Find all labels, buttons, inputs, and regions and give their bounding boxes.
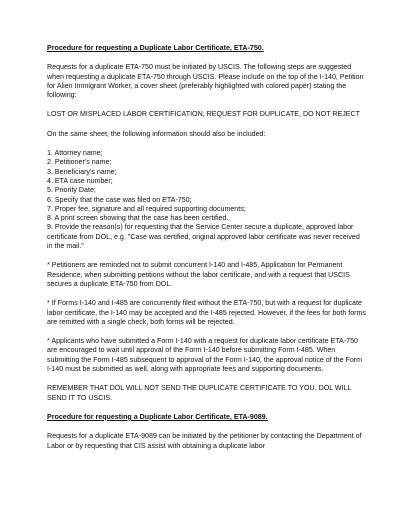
cover-sheet-statement: LOST OR MISPLACED LABOR CERTIFICATION, REQUEST FOR DUPLICATE, DO NOT REJECT — [47, 110, 360, 119]
eta9089-intro-paragraph: Requests for a duplicate ETA-9089 can be initiated by the petitioner by contacting the Department of Labor or by requesting that CIS assist with obtaining a duplicate labor — [47, 432, 362, 450]
section-heading-eta9089: Procedure for requesting a Duplicate Labor Certificate, ETA-9089. — [47, 412, 268, 421]
document-body — [47, 44, 367, 461]
reminder-statement: REMEMBER THAT DOL WILL NOT SEND THE DUPLICATE CERTIFICATE TO YOU. DOL WILL SEND IT TO USCIS. — [47, 384, 352, 402]
list-item: 7. Proper fee, signature and all required supporting documents; — [47, 204, 246, 213]
same-sheet-paragraph: On the same sheet, the following information should also be included: — [47, 129, 266, 138]
list-item: 2. Petitioner's name; — [47, 158, 112, 167]
list-item: 9. Provide the reason(s) for requesting that the Service Center secure a duplicate, approved labor certificate from DOL, e.g. "Case was certified, original approved labor certificate was never received in the mail." — [47, 223, 360, 251]
note-concurrent-filing: * Petitioners are reminded not to submit concurrent I-140 and I-485, Application for Permanent Residence, when submitting petitions without the labor certificate, and with a request that USCIS secures a duplicate ETA-750 from DOL. — [47, 261, 350, 288]
intro-paragraph: Requests for a duplicate ETA-750 must be initiated by USCIS. The following steps are suggested when requesting a duplicate ETA-750 through USCIS. Please include on the top of the I-140, Petition for Alien Immigrant Worker, a cover sheet (preferably highlighted with colored paper) stating the following: — [47, 63, 364, 100]
list-item: 1. Attorney name; — [47, 149, 103, 158]
section-heading-eta750: Procedure for requesting a Duplicate Labor Certificate, ETA-750. — [47, 44, 264, 52]
list-item: 3. Beneficiary's name; — [47, 167, 117, 176]
note-wait-for-approval: * Applicants who have submitted a Form I-140 with a request for duplicate labor certificate ETA-750 are encouraged to wait until approval of the Form I-140 before submitting Form I-485. When submitting the Form I-485 subsequent to approval of the Form I-140, the approval notice of the Form I-140 must be submitted as well, along with appropriate fees and supporting documents. — [47, 337, 363, 374]
list-item: 4. ETA case number; — [47, 176, 113, 185]
list-item: 6. Specify that the case was filed on ETA-750; — [47, 195, 192, 204]
note-rejection: * If Forms I-140 and I-485 are concurrently filed without the ETA-750, but with a request for duplicate labor certificate, the I-140 may be accepted and the I-485 rejected. However, if the fees for both forms are remitted with a single check, both forms will be rejected. — [47, 299, 366, 326]
list-item: 5. Priority Date; — [47, 186, 96, 195]
list-item: 8. A print screen showing that the case has been certified. — [47, 214, 229, 223]
required-info-list — [47, 149, 367, 251]
